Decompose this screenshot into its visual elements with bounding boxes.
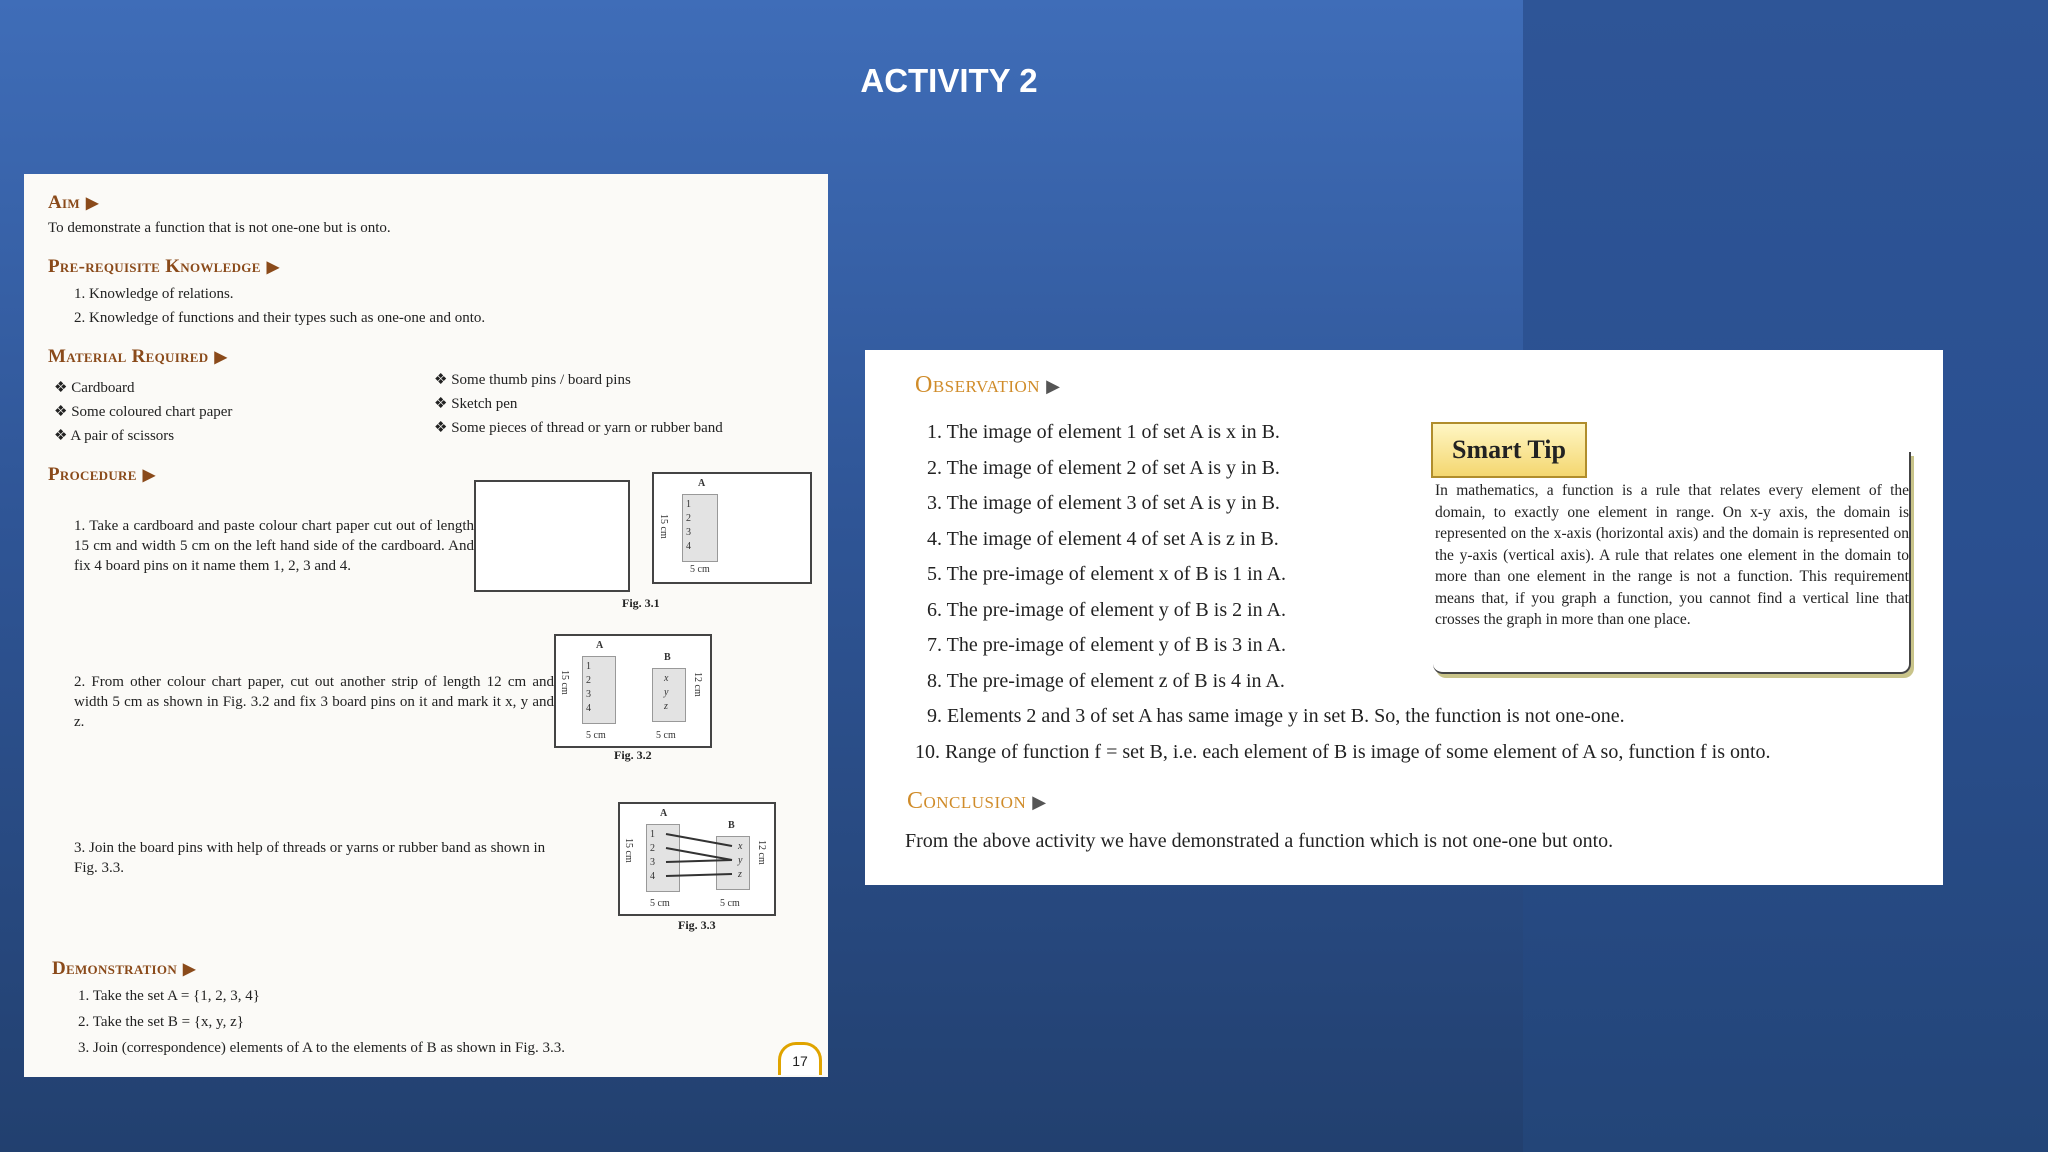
pins-b: x y z xyxy=(738,841,743,880)
material-heading: Material Required ▶ xyxy=(48,346,228,367)
figure-caption: Fig. 3.2 xyxy=(614,748,652,762)
strip-b xyxy=(652,668,686,722)
material-item: ❖ Some coloured chart paper xyxy=(54,404,233,420)
set-a-label: A xyxy=(660,808,668,819)
figure-caption: Fig. 3.1 xyxy=(622,596,660,610)
length-label: 15 cm xyxy=(658,514,669,539)
pins-a: 1 2 3 4 xyxy=(650,829,655,882)
smart-tip-text: In mathematics, a function is a rule that relates every element of the domain, to exactly one element in range. On x-y axis, the domain is represented on the x-axis (horizontal axis) and the domain is represented on the y-axis (vertical axis). A rule that relates one element in the domain to more than one element in the range is not a function. This requirement means that, if you graph a function, you cannot find a vertical line that crosses the graph in more than one place. xyxy=(1435,482,1909,628)
textbook-page xyxy=(24,174,828,1077)
page-number: 17 xyxy=(778,1042,822,1075)
observation-item: 2. The image of element 2 of set A is y in B. xyxy=(927,456,1280,479)
observation-card xyxy=(865,350,1943,885)
set-b-label: B xyxy=(664,652,671,663)
width-label: 5 cm xyxy=(586,730,606,741)
prereq-heading: Pre-requisite Knowledge ▶ xyxy=(48,256,280,277)
material-item: ❖ Sketch pen xyxy=(434,396,518,412)
set-a-label: A xyxy=(596,640,604,651)
smart-tip-label: Smart Tip xyxy=(1431,422,1587,478)
set-b-label: B xyxy=(728,820,735,831)
width-label: 5 cm xyxy=(720,898,740,909)
pins-b: x y z xyxy=(664,673,669,712)
procedure-step: 2. From other colour chart paper, cut out another strip of length 12 cm and width 5 cm as shown in Fig. 3.2 and fix 3 board pins on it and mark it x, y and z. xyxy=(74,674,554,730)
material-item: ❖ A pair of scissors xyxy=(54,428,175,444)
prereq-item: 1. Knowledge of relations. xyxy=(74,286,234,302)
demonstration-item: 1. Take the set A = {1, 2, 3, 4} xyxy=(78,988,260,1004)
material-item: ❖ Some thumb pins / board pins xyxy=(434,372,631,388)
slide-title: ACTIVITY 2 xyxy=(860,62,1038,99)
figure-3-3 xyxy=(618,802,776,916)
length-label: 15 cm xyxy=(623,838,634,863)
demonstration-item: 3. Join (correspondence) elements of A to the elements of B as shown in Fig. 3.3. xyxy=(78,1040,565,1056)
figure-3-2 xyxy=(554,634,712,748)
demonstration-item: 2. Take the set B = {x, y, z} xyxy=(78,1014,244,1030)
procedure-heading: Procedure ▶ xyxy=(48,464,156,485)
conclusion-heading: Conclusion ▶ xyxy=(907,788,1047,814)
width-label: 5 cm xyxy=(656,730,676,741)
observation-item: 1. The image of element 1 of set A is x in B. xyxy=(927,421,1280,443)
pins-a: 1 2 3 4 xyxy=(686,499,691,552)
observation-heading: Observation ▶ xyxy=(915,372,1061,398)
aim-heading: Aim ▶ xyxy=(48,192,99,213)
figure-3-1-board xyxy=(652,472,812,584)
figure-3-1-empty-board xyxy=(474,480,630,592)
width-label: 5 cm xyxy=(650,898,670,909)
set-a-label: A xyxy=(698,478,706,489)
observation-item: 4. The image of element 4 of set A is z in B. xyxy=(927,527,1279,550)
width-label: 5 cm xyxy=(690,564,710,575)
observation-item: 10. Range of function f = set B, i.e. each element of B is image of some element of A so, function f is onto. xyxy=(915,740,1771,763)
aim-text: To demonstrate a function that is not one-one but is onto. xyxy=(48,220,391,236)
pins-a: 1 2 3 4 xyxy=(586,661,591,714)
observation-item: 6. The pre-image of element y of B is 2 in A. xyxy=(927,598,1286,621)
material-item: ❖ Cardboard xyxy=(54,380,135,396)
material-item: ❖ Some pieces of thread or yarn or rubber band xyxy=(434,420,723,436)
demonstration-heading: Demonstration ▶ xyxy=(52,958,196,979)
observation-item: 8. The pre-image of element z of B is 4 in A. xyxy=(927,669,1285,692)
procedure-step: 3. Join the board pins with help of threads or yarns or rubber band as shown in Fig. 3.3. xyxy=(74,840,546,876)
length-label: 12 cm xyxy=(692,672,703,697)
observation-item: 9. Elements 2 and 3 of set A has same image y in set B. So, the function is not one-one. xyxy=(927,705,1625,727)
observation-item: 5. The pre-image of element x of B is 1 in A. xyxy=(927,563,1286,585)
figure-caption: Fig. 3.3 xyxy=(678,918,716,932)
observation-item: 3. The image of element 3 of set A is y in B. xyxy=(927,492,1280,514)
length-label: 15 cm xyxy=(559,670,570,695)
observation-item: 7. The pre-image of element y of B is 3 in A. xyxy=(927,634,1286,656)
length-label: 12 cm xyxy=(756,840,767,865)
procedure-step: 1. Take a cardboard and paste colour chart paper cut out of length 15 cm and width 5 cm on the left hand side of the cardboard. And fix 4 board pins on it name them 1, 2, 3 and 4. xyxy=(74,518,474,574)
conclusion-text: From the above activity we have demonstrated a function which is not one-one but onto. xyxy=(905,830,1614,852)
mapping-threads xyxy=(620,804,774,914)
prereq-item: 2. Knowledge of functions and their types such as one-one and onto. xyxy=(74,310,486,326)
